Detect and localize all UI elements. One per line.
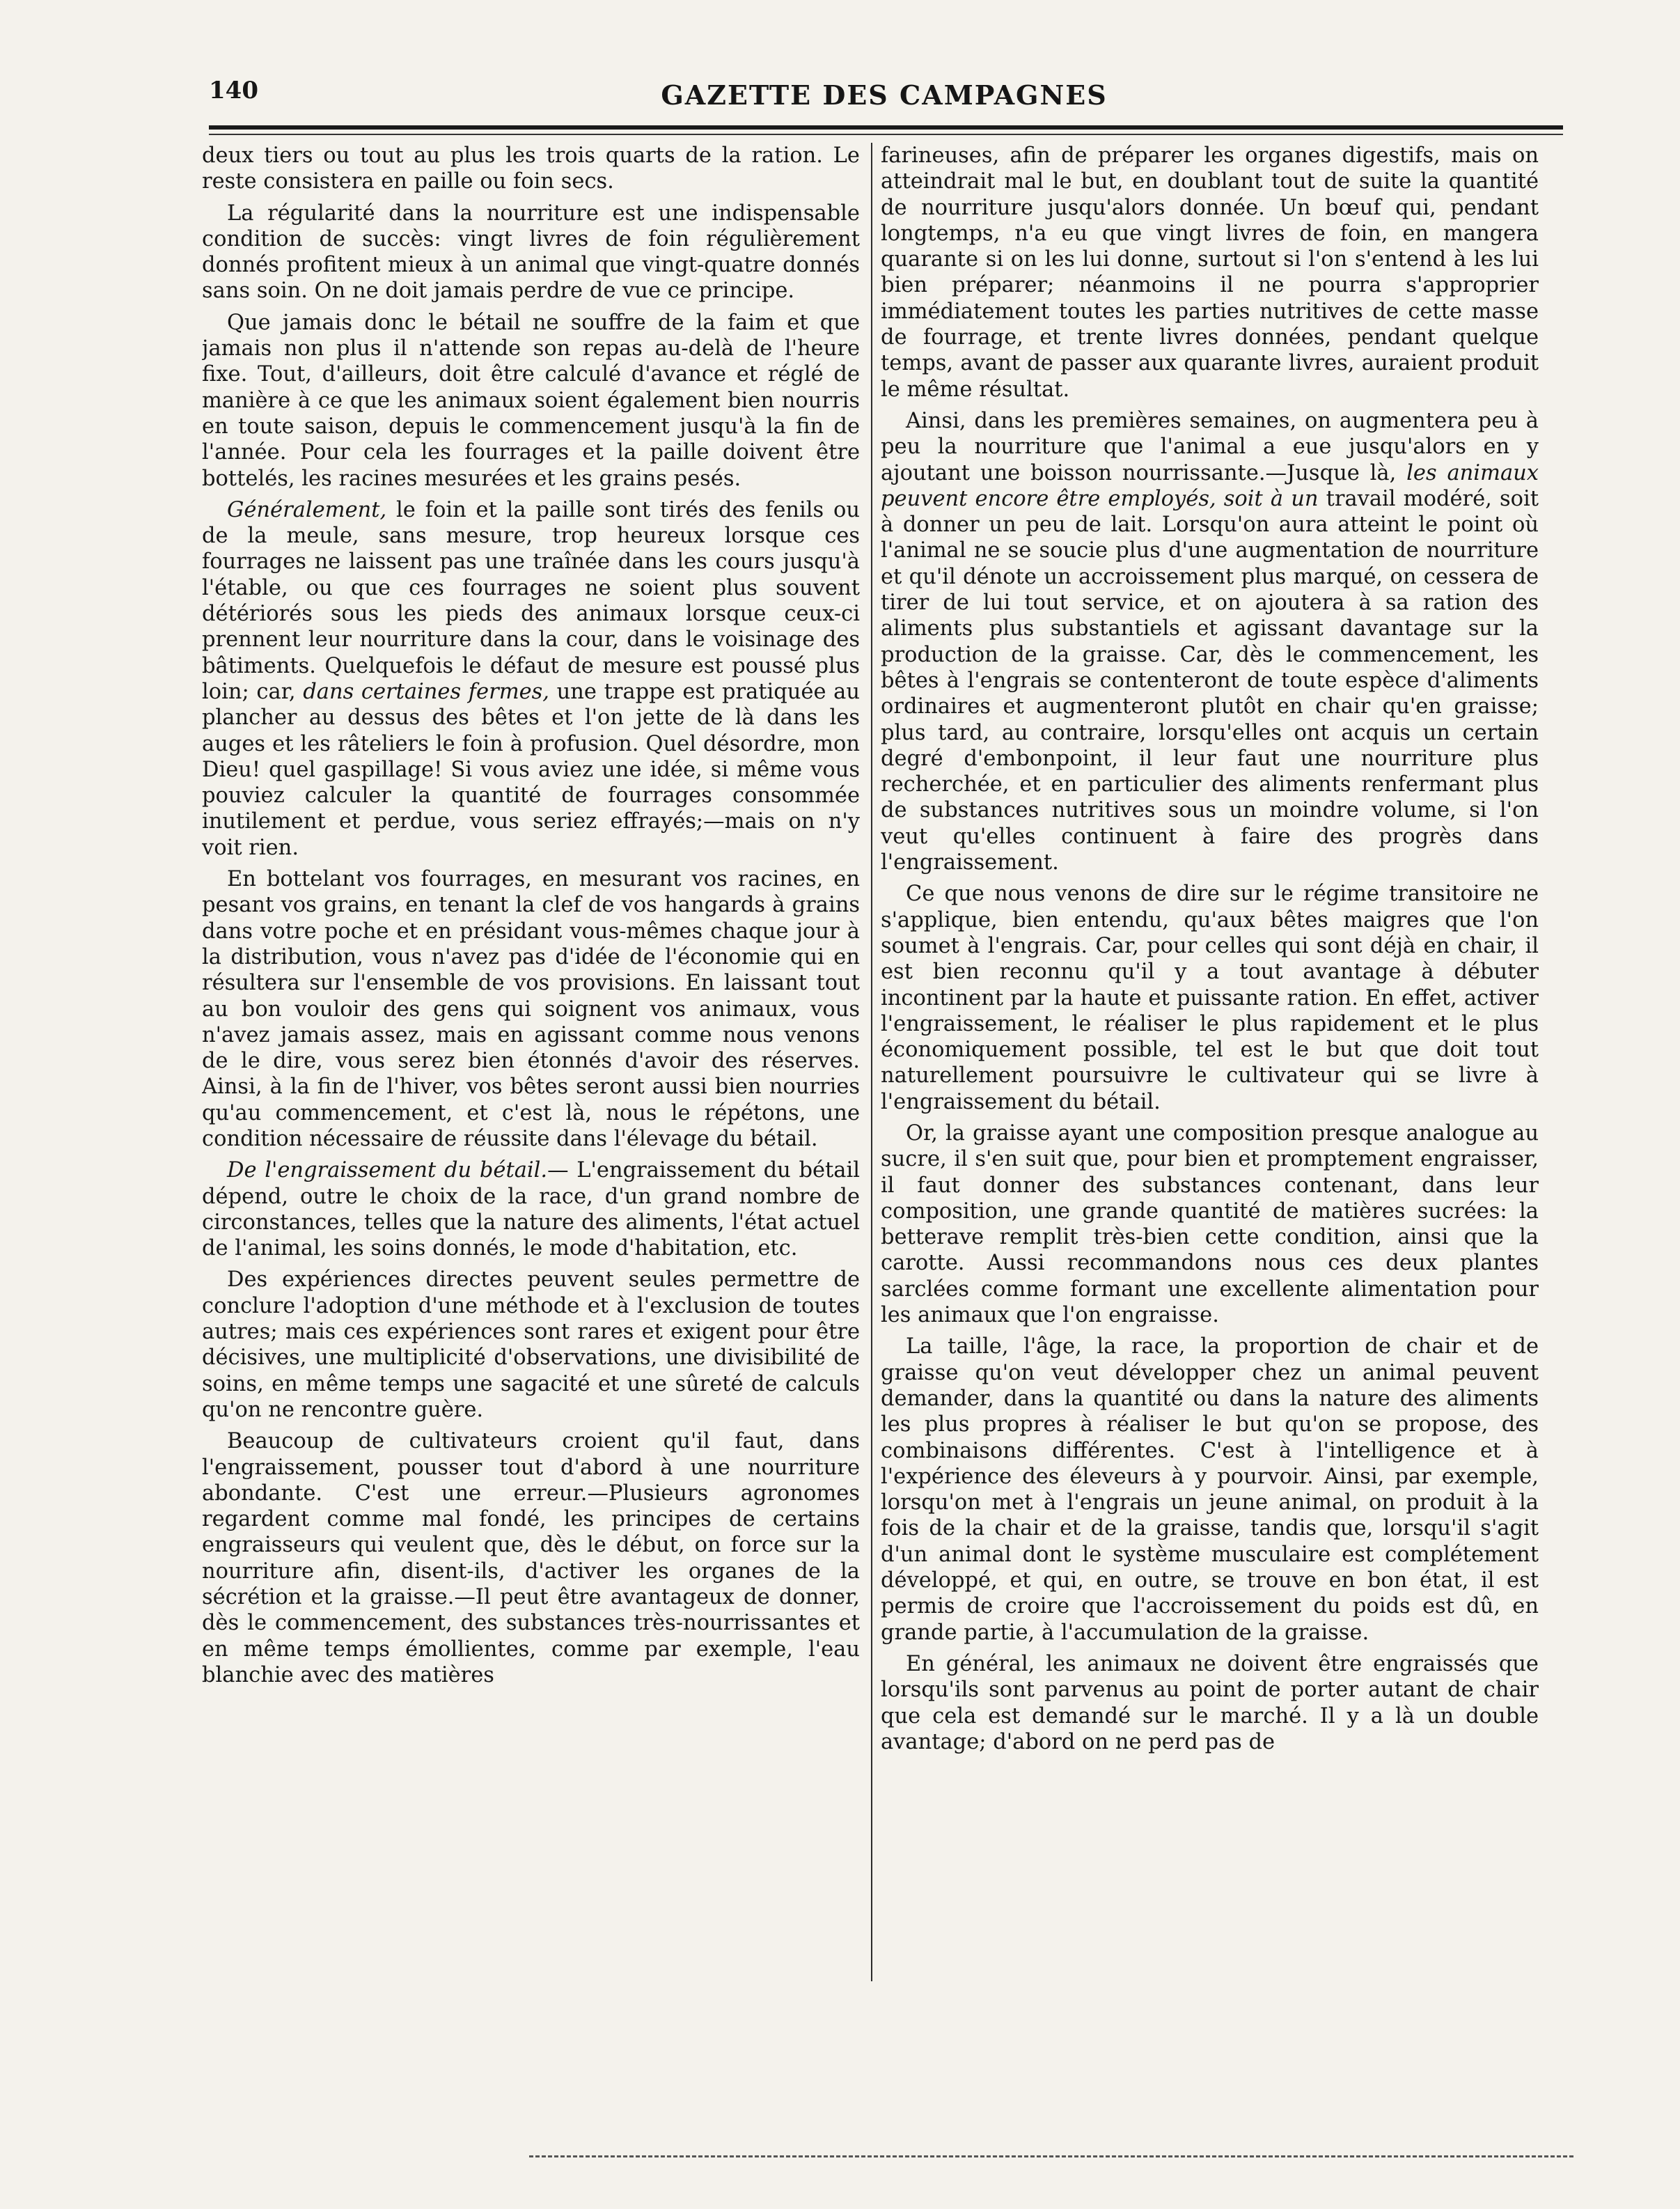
paragraph: [202, 497, 860, 861]
paragraph: Or, la graisse ayant une composition presque analogue au sucre, il s'en suit que, pour bien et promptement engraisser, il faut donner des substances contenant, dans leur composition, une grande quantité de matières sucrées: la betterave remplit très-bien cette condition, ainsi que la carotte. Aussi recommandons nous ces deux plantes sarclées comme formant une excellente alimentation pour les animaux que l'on engraisse.: [881, 1121, 1539, 1328]
paragraph: Ce que nous venons de dire sur le régime transitoire ne s'applique, bien entendu, qu'aux bêtes maigres que l'on soumet à l'engrais. Car, pour celles qui sont déjà en chair, il est bien reconnu qu'il y a tout avantage à débuter incontinent par la haute et puissante ration. En effet, activer l'engraissement, le réaliser le plus rapidement et le plus économiquement possible, tel est le but que doit tout naturellement poursuivre le cultivateur qui se livre à l'engraissement du bétail.: [881, 882, 1539, 1114]
page-number: 140: [209, 77, 258, 104]
paragraph-text: travail modéré, soit à donner un peu de lait. Lorsqu'on aura atteint le point où l'animal ne se soucie plus d'une augmentation de nourriture et qu'il dénote un accroissement plus marqué, on cessera de tirer de lui tout service, et on ajoutera à sa ration des aliments plus substantiels et agissant davantage sur la production de la graisse. Car, dès le commencement, les bêtes à l'engrais se contenteront de toute espèce d'aliments ordinaires et augmenteront plutôt en chair qu'en graisse; plus tard, au contraire, lorsqu'elles ont acquis un certain degré d'embonpoint, il leur faut une nourriture plus recherchée, et en particulier des aliments renfermant plus de substances nutritives sous un moindre volume, si l'on veut qu'elles continuent à faire des progrès dans l'engraissement.: [881, 486, 1539, 875]
paragraph-italic: dans certaines fermes,: [303, 679, 550, 704]
paragraph: En bottelant vos fourrages, en mesurant vos racines, en pesant vos grains, en tenant la clef de vos hangards à grains dans votre poche et en présidant vous-mêmes chaque jour à la distribution, vous n'avez pas d'idée de l'économie qui en résultera sur l'ensemble de vos provisions. En laissant tout au bon vouloir des gens qui soignent vos animaux, vous n'avez jamais assez, mais en agissant comme nous venons de le dire, vous serez bien étonnés d'avoir des réserves. Ainsi, à la fin de l'hiver, vos bêtes seront aussi bien nourries qu'au commencement, et c'est là, nous le répétons, une condition nécessaire de réussite dans l'élevage du bétail.: [202, 867, 860, 1151]
paragraph-lead: Généralement,: [227, 497, 387, 522]
paragraph-text: — L'engraissement du bétail dépend, outre le choix de la race, d'un grand nombre de circonstances, telles que la nature des aliments, l'état actuel de l'animal, les soins donnés, le mode d'habitation, etc.: [202, 1158, 860, 1261]
header-rule-thin: [209, 134, 1563, 135]
paragraph: En général, les animaux ne doivent être engraissés que lorsqu'ils sont parvenus au point de porter autant de chair que cela est demandé sur le marché. Il y a là un double avantage; d'abord on ne perd pas de: [881, 1651, 1539, 1754]
paragraph: deux tiers ou tout au plus les trois quarts de la ration. Le reste consistera en paille ou foin secs.: [202, 143, 860, 194]
paragraph: Des expériences directes peuvent seules permettre de conclure l'adoption d'une méthode et à l'exclusion de toutes autres; mais ces expériences sont rares et exigent pour être décisives, une multiplicité d'observations, une divisibilité de soins, en même temps une sagacité et une sûreté de calculs qu'on ne rencontre guère.: [202, 1267, 860, 1422]
scan-artifact-line: [529, 2155, 1573, 2160]
left-column: [202, 143, 860, 2023]
paragraph: La régularité dans la nourriture est une indispensable condition de succès: vingt livres de foin régulièrement donnés profitent mieux à un animal que vingt-quatre donnés sans soin. On ne doit jamais perdre de vue ce principe.: [202, 201, 860, 304]
paragraph: Que jamais donc le bétail ne souffre de la faim et que jamais non plus il n'attende son repas au-delà de l'heure fixe. Tout, d'ailleurs, doit être calculé d'avance et réglé de manière à ce que les animaux soient également bien nourris en toute saison, depuis le commencement jusqu'à la fin de l'année. Pour cela les fourrages et la paille doivent être bottelés, les racines mesurées et les grains pesés.: [202, 310, 860, 491]
paragraph: Beaucoup de cultivateurs croient qu'il faut, dans l'engraissement, pousser tout d'abord à une nourriture abondante. C'est une erreur.—Plusieurs agronomes regardent comme mal fondé, les principes de certains engraisseurs qui veulent que, dès le début, on force sur la nourriture afin, disent-ils, d'activer les organes de la sécrétion et la graisse.—Il peut être avantageux de donner, dès le commencement, des substances très-nourrissantes et en même temps émollientes, comme par exemple, l'eau blanchie avec des matières: [202, 1429, 860, 1687]
section-heading: De l'engraissement du bétail.: [227, 1158, 548, 1183]
paragraph-text: Ainsi, dans les premières semaines, on augmentera peu à peu la nourriture que l'animal a eue jusqu'alors en y ajoutant une boisson nourrissante.—Jusque là,: [881, 408, 1539, 485]
column-divider: [871, 143, 872, 1981]
page-header: [209, 77, 1560, 118]
paragraph: farineuses, afin de préparer les organes digestifs, mais on atteindrait mal le but, en doublant tout de suite la quantité de nourriture jusqu'alors donnée. Un bœuf qui, pendant longtemps, n'a eu que vingt livres de foin, en mangera quarante si on les lui donne, surtout si l'on s'entend à les lui bien préparer; néanmoins il ne pourra s'approprier immédiatement toutes les parties nutritives de cette masse de fourrage, et trente livres données, pendant quelque temps, avant de passer aux quarante livres, auraient produit le même résultat.: [881, 143, 1539, 402]
paragraph-text: le foin et la paille sont tirés des fenils ou de la meule, sans mesure, trop heureux lorsque ces fourrages ne laissent pas une traînée dans les cours jusqu'à l'étable, ou que ces fourrages ne soient plus souvent détériorés sous les pieds des animaux lorsque ceux-ci prennent leur nourriture dans la cour, dans le voisinage des bâtiments. Quelquefois le défaut de mesure est poussé plus loin; car,: [202, 497, 860, 704]
header-rule-thick: [209, 125, 1563, 130]
running-title: GAZETTE DES CAMPAGNES: [661, 79, 1108, 111]
right-column: [881, 143, 1539, 2023]
paragraph: [881, 408, 1539, 875]
paragraph: La taille, l'âge, la race, la proportion de chair et de graisse qu'on veut développer chez un animal peuvent demander, dans la quantité ou dans la nature des aliments les plus propres à réaliser le but qu'on se propose, des combinaisons différentes. C'est à l'intelligence et à l'expérience des éleveurs à y pourvoir. Ainsi, par exemple, lorsqu'on met à l'engrais un jeune animal, on produit à la fois de la chair et de la graisse, tandis que, lorsqu'il s'agit d'un animal dont le système musculaire est complétement développé, et qui, en outre, se trouve en bon état, il est permis de croire que l'accroissement du poids est dû, en grande partie, à l'accumulation de la graisse.: [881, 1334, 1539, 1645]
paragraph-text: une trappe est pratiquée au plancher au dessus des bêtes et l'on jette de là dans les auges et les râteliers le foin à profusion. Quel désordre, mon Dieu! quel gaspillage! Si vous aviez une idée, si même vous pouviez calculer la quantité de fourrages consommée inutilement et perdue, vous seriez effrayés;—mais on n'y voit rien.: [202, 679, 860, 860]
paragraph-italic: les animaux peuvent encore être employés, soit à un: [881, 460, 1539, 511]
paragraph: [202, 1157, 860, 1261]
